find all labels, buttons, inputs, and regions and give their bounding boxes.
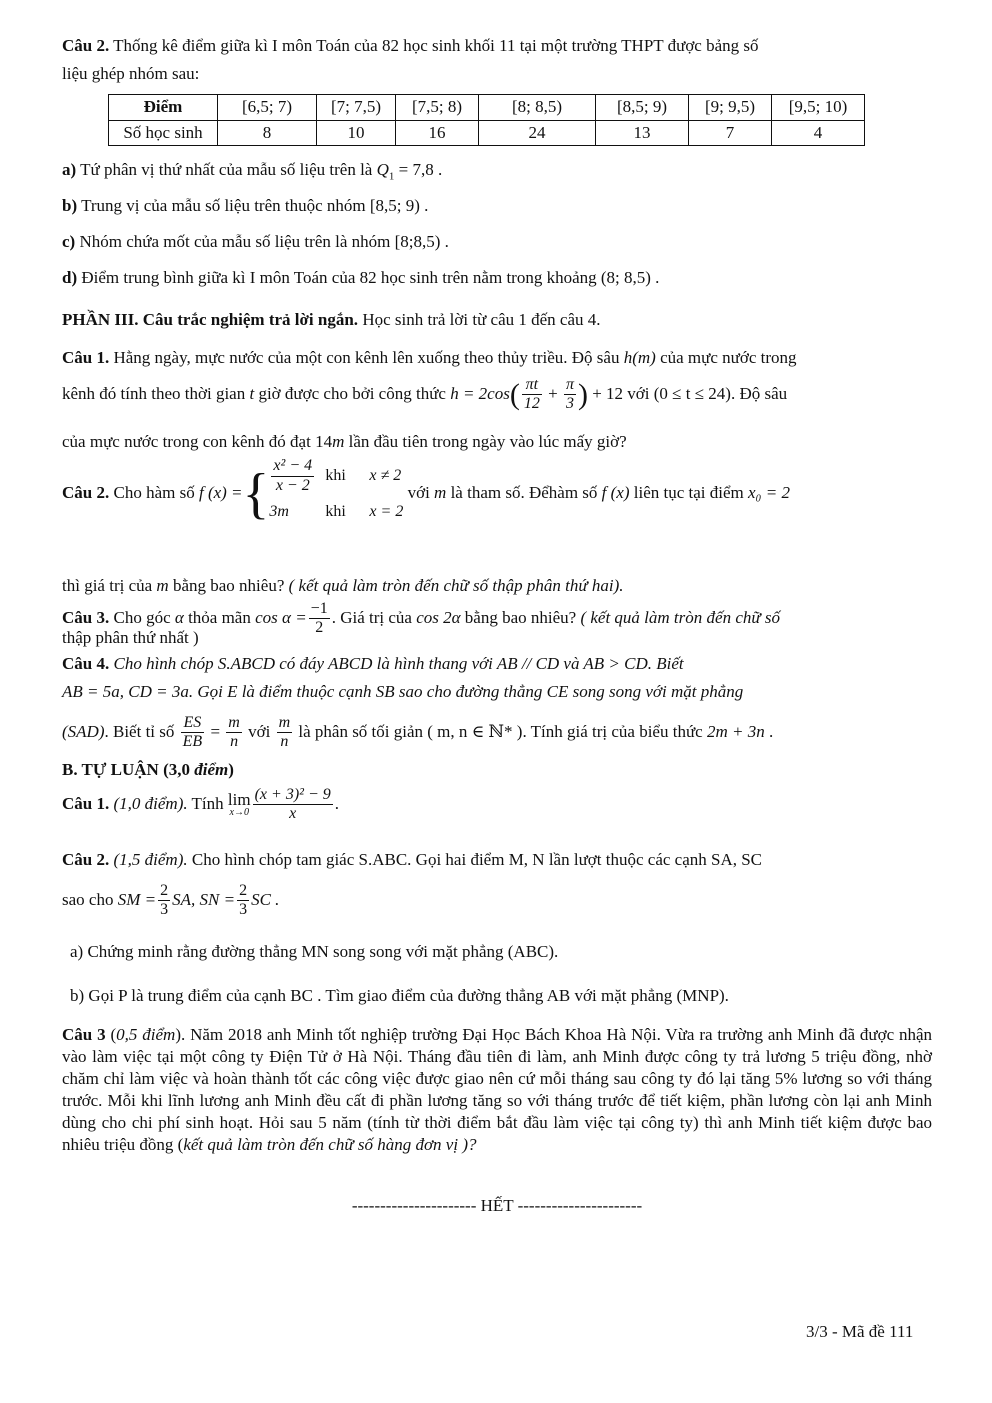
table-group: [9; 9,5) (689, 95, 772, 121)
table-group: [7,5; 8) (396, 95, 479, 121)
table-group: [8; 8,5) (479, 95, 596, 121)
piecewise-cases: $\frac{\text{x² − 4}}{x - 2}$ khi x ≠ 2 3m khi x = 2 (269, 457, 404, 521)
statement-b: b) Trung vị của mẫu số liệu trên thuộc nhóm [8,5; 9) . (62, 196, 429, 215)
p3q1-line3: của mực nước trong con kênh đó đạt 14m lần đầu tiên trong ngày vào lúc mấy giờ? (62, 432, 627, 451)
p3q4-line1: Câu 4. Cho hình chóp S.ABCD có đáy ABCD là hình thang với AB // CD và AB > CD. Biết (62, 654, 684, 673)
table-cell: 7 (689, 120, 772, 146)
p3q2-line2: thì giá trị của m bằng bao nhiêu? ( kết quả làm tròn đến chữ số thập phân thứ hai). (62, 576, 624, 595)
fraction: $\frac{\pi}{3}$ (565, 376, 574, 413)
fraction: $\frac{-1}{2}$ (310, 600, 328, 637)
p3q1-line2: kênh đó tính theo thời gian t giờ được cho bởi công thức h = 2cos( $\frac{\pi t}{12}$ + $\frac{\pi}{3}$ ) + 12 với (0 ≤ t ≤ 24). Độ sâu (62, 376, 788, 413)
fraction: $\frac{\text{x² − 4}}{x - 2}$ (273, 457, 313, 494)
q2-intro-line1: Câu 2. Thống kê điểm giữa kì I môn Toán của 82 học sinh khối 11 tại một trường THPT được bảng số (62, 36, 759, 55)
fraction: $\frac{2}{3}$ (160, 882, 169, 919)
score-table (108, 94, 865, 146)
fraction: $\frac{2}{3}$ (239, 882, 248, 919)
end-mark: ---------------------- HẾT ---------------------- (351, 1196, 643, 1215)
p3q4-line3: (SAD). Biết tỉ số $\frac{ES}{EB}$ = $\frac{m}{n}$ với $\frac{m}{n}$ là phân số tối giản ( m, n ∈ ℕ* ). Tính giá trị của biểu thức 2m + 3n . (62, 714, 774, 751)
table-header-row (109, 95, 865, 121)
statement-a: a) Tứ phân vị thứ nhất của mẫu số liệu trên là $Q_1 = 7,8$ . (62, 160, 443, 183)
fraction: $\frac{m}{n}$ (228, 714, 240, 751)
statement-d: d) Điểm trung bình giữa kì I môn Toán của 82 học sinh trên nằm trong khoảng (8; 8,5) . (62, 268, 660, 287)
part3-heading: PHẦN III. Câu trắc nghiệm trả lời ngắn. Học sinh trả lời từ câu 1 đến câu 4. (62, 310, 601, 329)
table-cell: 8 (218, 120, 317, 146)
p3q4-line2: AB = 5a, CD = 3a. Gọi E là điểm thuộc cạnh SB sao cho đường thẳng CE song song với mặt phẳng (62, 682, 744, 701)
q2-intro-line2: liệu ghép nhóm sau: (62, 64, 200, 83)
b2-line2: sao cho SM = $\frac{2}{3}$ SA, SN = $\frac{2}{3}$ SC . (62, 882, 280, 919)
b3-paragraph: Câu 3 (0,5 điểm). Năm 2018 anh Minh tốt nghiệp trường Đại Học Bách Khoa Hà Nội. Vừa ra trường anh Minh đã được nhận vào làm việc tại một công ty Điện Tử ở Hà Nội. Tháng đầu tiên đi làm, anh Minh được công ty trả lương 5 triệu đồng, nhờ chăm chỉ làm việc và hoàn thành tốt các công việc được giao nên cứ mỗi tháng sau công ty đó lại tăng 5% lương so với tháng trước. Mỗi khi lĩnh lương anh Minh đều cất đi phần lương tăng so với tháng trước để tiết kiệm, phần lương còn lại anh Minh dùng cho chi phí sinh hoạt. Hỏi sau 5 năm (tính từ thời điểm bắt đầu làm việc tại công ty) thì anh Minh tiết kiệm được bao nhiêu triệu đồng (kết quả làm tròn đến chữ số hàng đơn vị )? (62, 1025, 933, 1155)
table-header-label: Điểm (109, 95, 218, 121)
table-group: [8,5; 9) (596, 95, 689, 121)
b1-line: Câu 1. (1,0 điểm). Tính lim x→0 $\frac{\text{(x + 3)² − 9}}{x}$ . (62, 786, 339, 823)
partB-heading: B. TỰ LUẬN (3,0 điểm) (62, 760, 234, 779)
p3q1-line1: Câu 1. Hằng ngày, mực nước của một con kênh lên xuống theo thủy triều. Độ sâu h(m) của mực nước trong (62, 348, 797, 367)
table-cell: 16 (396, 120, 479, 146)
b2-line1: Câu 2. (1,5 điểm). Cho hình chóp tam giác S.ABC. Gọi hai điểm M, N lần lượt thuộc các cạnh SA, SC (62, 850, 763, 869)
table-cell: 13 (596, 120, 689, 146)
table-row-label: Số học sinh (109, 120, 218, 146)
table-group: [7; 7,5) (317, 95, 396, 121)
fraction: $\frac{m}{n}$ (278, 714, 291, 751)
statement-c: c) Nhóm chứa mốt của mẫu số liệu trên là nhóm [8;8,5) . (62, 232, 449, 251)
q2-label: Câu 2. (62, 36, 110, 55)
fraction: $\frac{ES}{EB}$ (182, 714, 203, 751)
b2-part-a: a) Chứng minh rằng đường thẳng MN song song với mặt phẳng (ABC). (70, 942, 559, 961)
fraction: $\frac{\text{(x + 3)² − 9}}{x}$ (254, 786, 331, 823)
p3q2-line1: Câu 2. Cho hàm số f (x) ={ $\frac{\text{x² − 4}}{x - 2}$ khi x ≠ 2 3m khi x = 2 với m là tham số. Đểhàm số f (x) liên tục tại điểm x₀ = 2 (62, 458, 932, 530)
limit: lim x→0 (227, 790, 251, 819)
b2-part-b: b) Gọi P là trung điểm của cạnh BC . Tìm giao điểm của đường thẳng AB với mặt phẳng (MNP). (70, 986, 729, 1005)
table-cell: 10 (317, 120, 396, 146)
table-group: [6,5; 7) (218, 95, 317, 121)
table-cell: 24 (479, 120, 596, 146)
page-footer: 3/3 - Mã đề 111 (806, 1322, 914, 1341)
p3q3-line2: thập phân thứ nhất ) (62, 628, 199, 647)
table-group: [9,5; 10) (772, 95, 865, 121)
p3q3-line1: Câu 3. Cho góc α thỏa mãn cos α = $\frac{-1}{2}$ . Giá trị của cos 2α bằng bao nhiêu? ( kết quả làm tròn đến chữ số (62, 600, 780, 637)
table-row (109, 120, 865, 146)
table-cell: 4 (772, 120, 865, 146)
fraction: $\frac{\pi t}{12}$ (523, 376, 540, 413)
